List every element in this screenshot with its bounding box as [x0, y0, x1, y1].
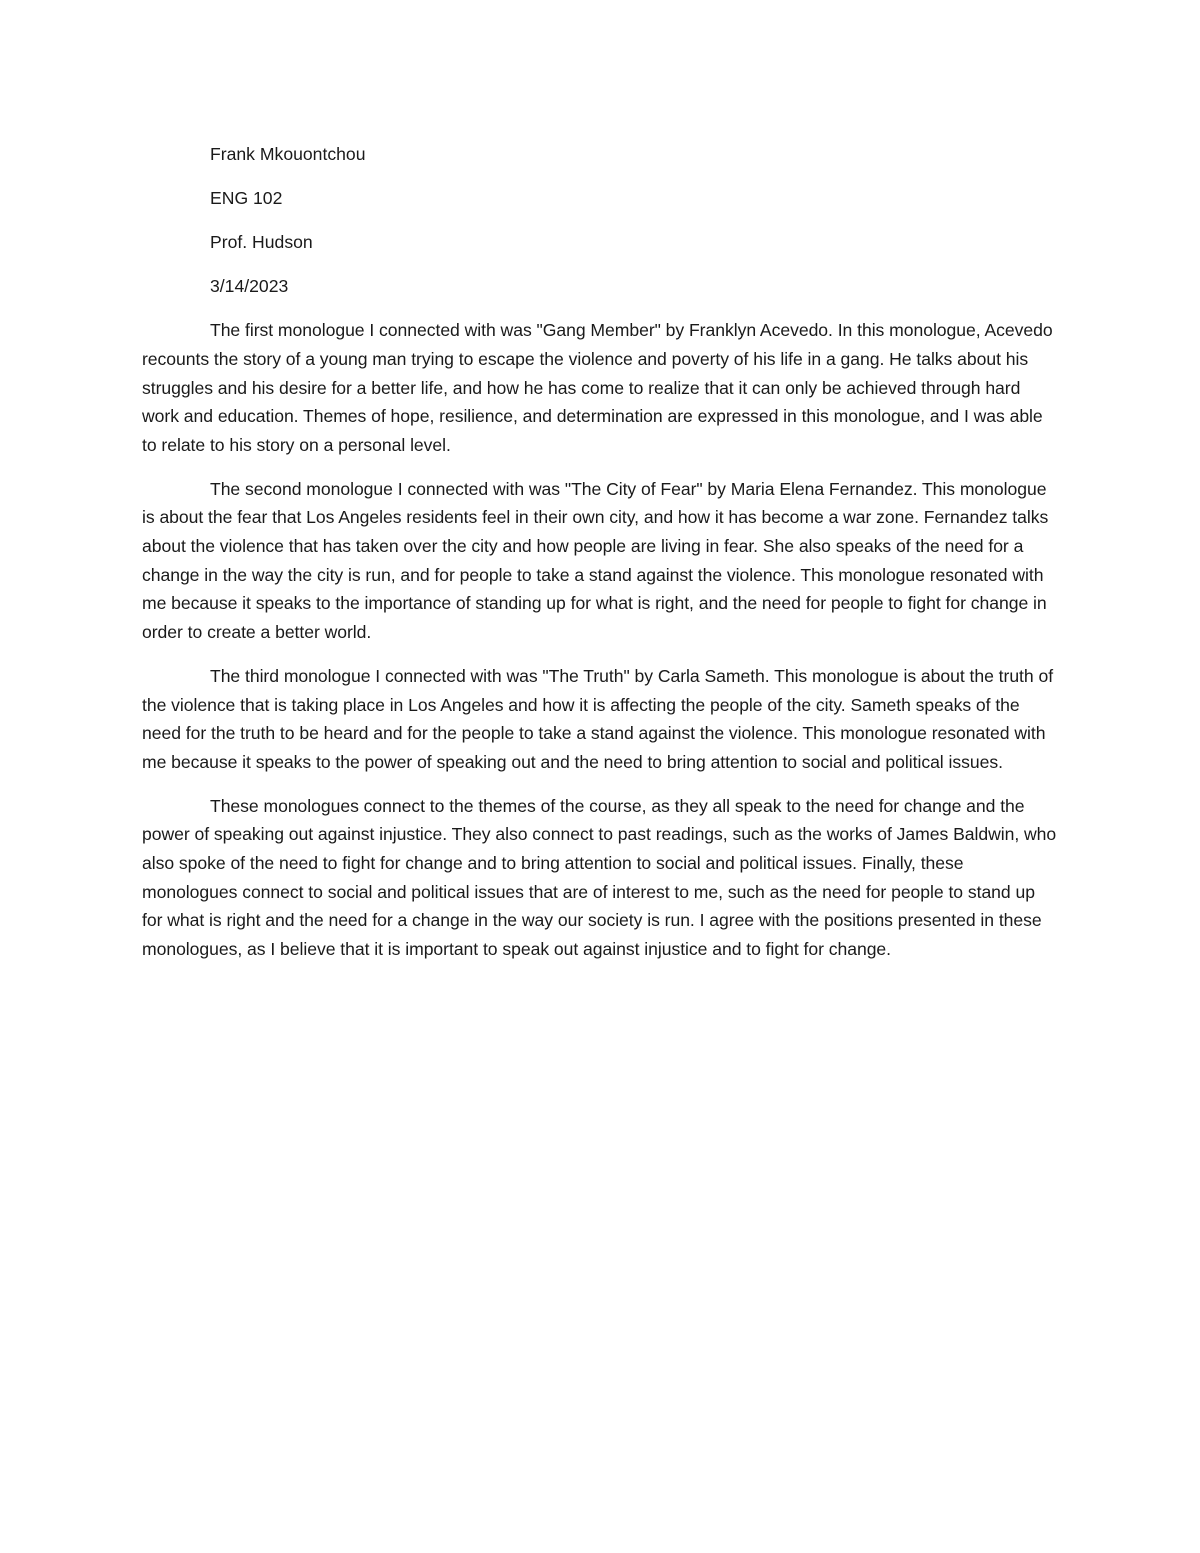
course-name: ENG 102: [210, 188, 283, 209]
author-name: Frank Mkouontchou: [210, 144, 366, 164]
paragraph-1: The first monologue I connected with was "Gang Member" by Franklyn Acevedo. In this monologue, Acevedo recounts the story of a young man trying to escape the violence and poverty of his life in a gang. He talks about his struggles and his desire for a better life, and how he has come to realize that it can only be achieved through hard work and education. Themes of hope, resilience, and determination are expressed in this monologue, and I was able to relate to his story on a personal level.: [142, 320, 1053, 455]
paragraph-2: The second monologue I connected with was "The City of Fear" by Maria Elena Fernandez. This monologue is about the fear that Los Angeles residents feel in their own city, and how it has become a war zone. Fernandez talks about the violence that has taken over the city and how people are living in fear. She also speaks of the need for a change in the way the city is run, and for people to take a stand against the violence. This monologue resonated with me because it speaks to the importance of standing up for what is right, and the need for people to fight for change in order to create a better world.: [142, 478, 1049, 642]
essay-date: 3/14/2023: [210, 276, 289, 297]
professor-name: Prof. Hudson: [210, 232, 313, 253]
paragraph-3: The third monologue I connected with was "The Truth" by Carla Sameth. This monologue is about the truth of the violence that is taking place in Los Angeles and how it is affecting the people of the city. Sameth speaks of the need for the truth to be heard and for the people to take a stand against the violence. This monologue resonated with me because it speaks to the power of speaking out and the need to bring attention to social and political issues.: [142, 665, 1054, 772]
essay-body: [142, 316, 1058, 963]
essay-header: [142, 140, 1058, 301]
paragraph-4: These monologues connect to the themes of the course, as they all speak to the need for change and the power of speaking out against injustice. They also connect to past readings, such as the works of James Baldwin, who also spoke of the need to fight for change and to bring attention to social and political issues. Finally, these monologues connect to social and political issues that are of interest to me, such as the need for people to stand up for what is right and the need for a change in the way our society is run. I agree with the positions presented in these monologues, as I believe that it is important to speak out against injustice and to fight for change.: [142, 795, 1057, 959]
